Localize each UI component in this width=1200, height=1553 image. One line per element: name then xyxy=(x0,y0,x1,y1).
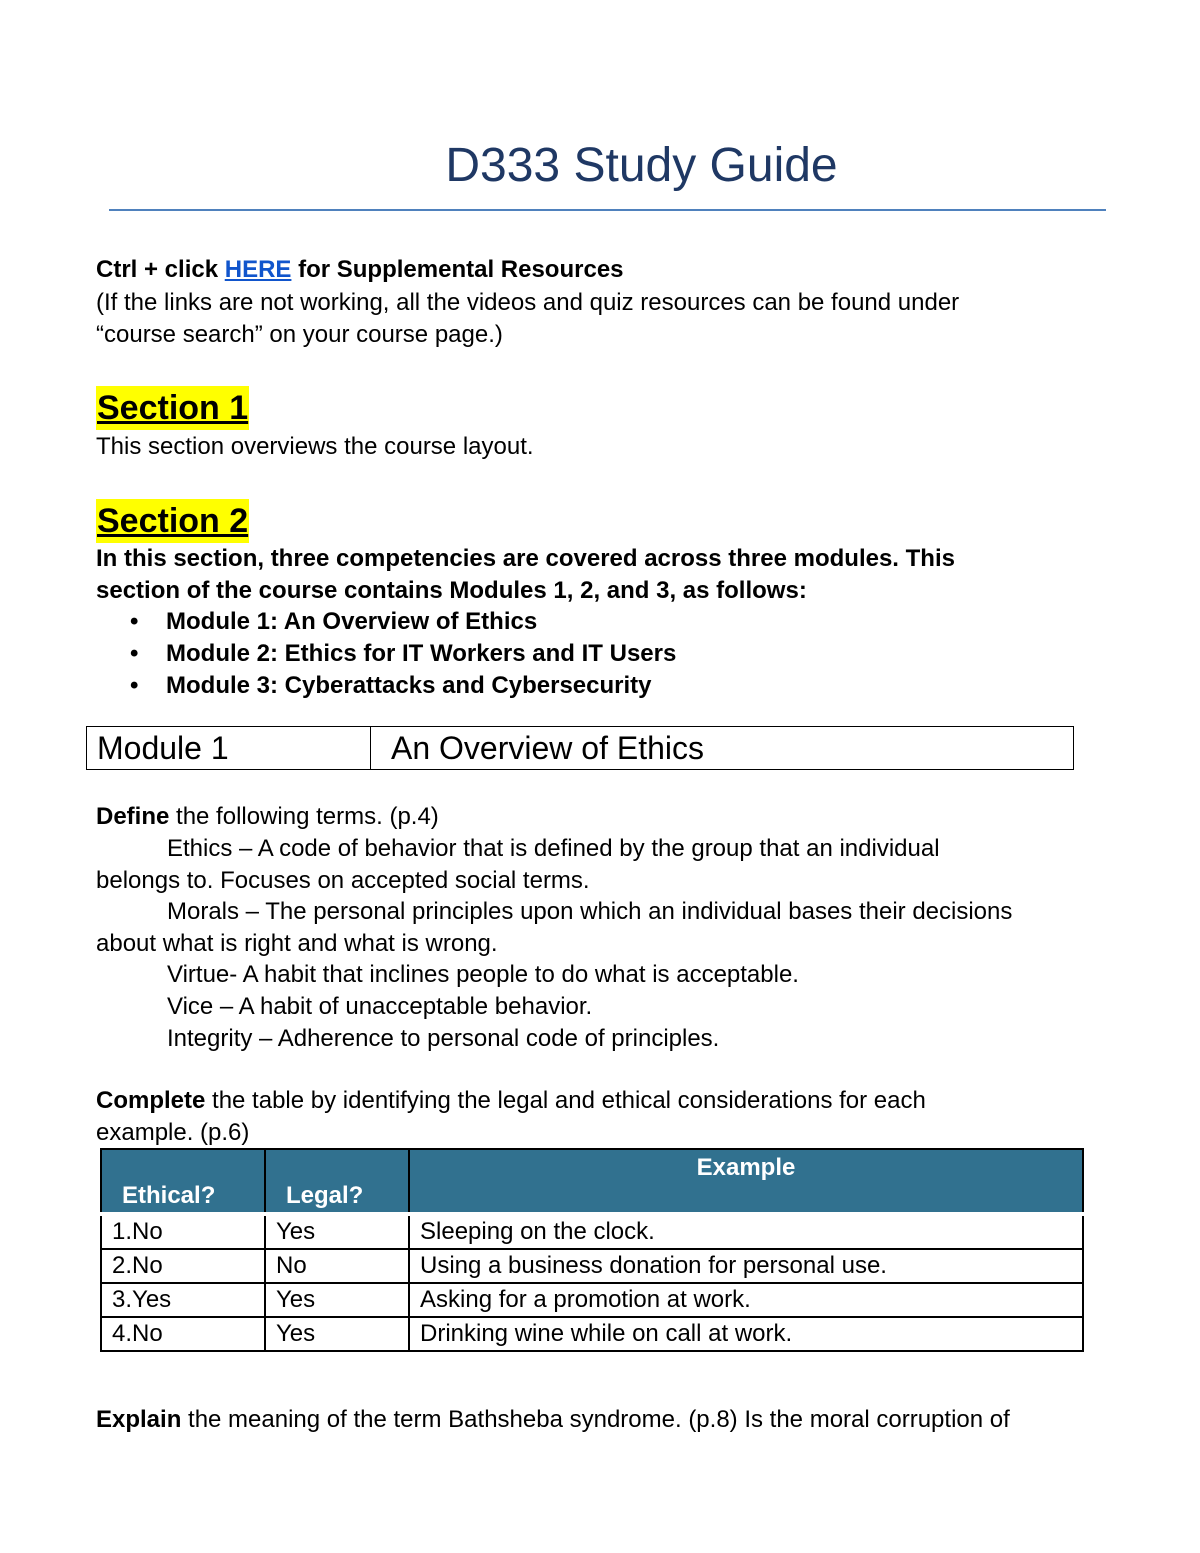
module-label: Module 1 xyxy=(87,727,371,769)
table-row xyxy=(101,1283,1083,1317)
list-item: • Module 3: Cyberattacks and Cybersecurity xyxy=(130,670,676,702)
header-ethical: Ethical? xyxy=(101,1149,265,1214)
resources-prefix: Ctrl + click xyxy=(96,256,225,283)
section-1-text: This section overviews the course layout. xyxy=(96,433,534,460)
example-cell: Using a business donation for personal use. xyxy=(409,1249,1083,1283)
morals-definition-line1: Morals – The personal principles upon which an individual bases their decisions xyxy=(167,898,1013,925)
section-2-heading: Section 2 xyxy=(96,499,249,543)
complete-prompt-line2: example. (p.6) xyxy=(96,1119,250,1146)
module-1-header xyxy=(86,726,1074,770)
legal-cell: Yes xyxy=(265,1214,409,1249)
ethical-cell: 2.No xyxy=(101,1249,265,1283)
bullet-icon: • xyxy=(130,640,139,667)
page-title: D333 Study Guide xyxy=(445,139,838,192)
integrity-definition: Integrity – Adherence to personal code of principles. xyxy=(167,1025,720,1052)
resources-note-line2: “course search” on your course page.) xyxy=(96,321,503,348)
vice-definition: Vice – A habit of unacceptable behavior. xyxy=(167,993,593,1020)
ethics-definition-line1: Ethics – A code of behavior that is defined by the group that an individual xyxy=(167,835,940,862)
explain-prompt: Explain the meaning of the term Bathsheba syndrome. (p.8) Is the moral corruption of xyxy=(96,1406,1010,1433)
table-header-row xyxy=(101,1149,1083,1214)
morals-definition-line2: about what is right and what is wrong. xyxy=(96,930,498,957)
example-cell: Asking for a promotion at work. xyxy=(409,1283,1083,1317)
header-example: Example xyxy=(409,1149,1083,1214)
example-cell: Sleeping on the clock. xyxy=(409,1214,1083,1249)
explain-verb: Explain xyxy=(96,1406,182,1433)
ethical-cell: 4.No xyxy=(101,1317,265,1351)
section-2-intro-line2: section of the course contains Modules 1, 2, and 3, as follows: xyxy=(96,577,807,604)
bullet-icon: • xyxy=(130,672,139,699)
legal-cell: Yes xyxy=(265,1317,409,1351)
title-divider xyxy=(109,209,1106,211)
resources-suffix: for Supplemental Resources xyxy=(291,256,624,283)
list-item: • Module 2: Ethics for IT Workers and IT Users xyxy=(130,638,676,670)
legal-cell: No xyxy=(265,1249,409,1283)
here-link[interactable]: HERE xyxy=(224,256,292,283)
complete-verb: Complete xyxy=(96,1087,206,1114)
bullet-icon: • xyxy=(130,608,139,635)
ethics-legal-table xyxy=(100,1148,1084,1352)
ethical-cell: 1.No xyxy=(101,1214,265,1249)
define-verb: Define xyxy=(96,803,170,830)
complete-prompt: Complete the table by identifying the legal and ethical considerations for each xyxy=(96,1087,926,1114)
table-row xyxy=(101,1249,1083,1283)
resources-note-line1: (If the links are not working, all the videos and quiz resources can be found under xyxy=(96,289,960,316)
section-2-intro-line1: In this section, three competencies are covered across three modules. This xyxy=(96,545,955,572)
resources-line xyxy=(96,254,624,286)
define-prompt: Define the following terms. (p.4) xyxy=(96,803,439,830)
virtue-definition: Virtue- A habit that inclines people to do what is acceptable. xyxy=(167,961,799,988)
module-list xyxy=(130,606,676,702)
example-cell: Drinking wine while on call at work. xyxy=(409,1317,1083,1351)
table-row xyxy=(101,1317,1083,1351)
table-row xyxy=(101,1214,1083,1249)
list-item: • Module 1: An Overview of Ethics xyxy=(130,606,676,638)
legal-cell: Yes xyxy=(265,1283,409,1317)
ethics-definition-line2: belongs to. Focuses on accepted social terms. xyxy=(96,867,590,894)
ethical-cell: 3.Yes xyxy=(101,1283,265,1317)
header-legal: Legal? xyxy=(265,1149,409,1214)
section-1-heading: Section 1 xyxy=(96,386,249,430)
module-name: An Overview of Ethics xyxy=(391,730,704,766)
